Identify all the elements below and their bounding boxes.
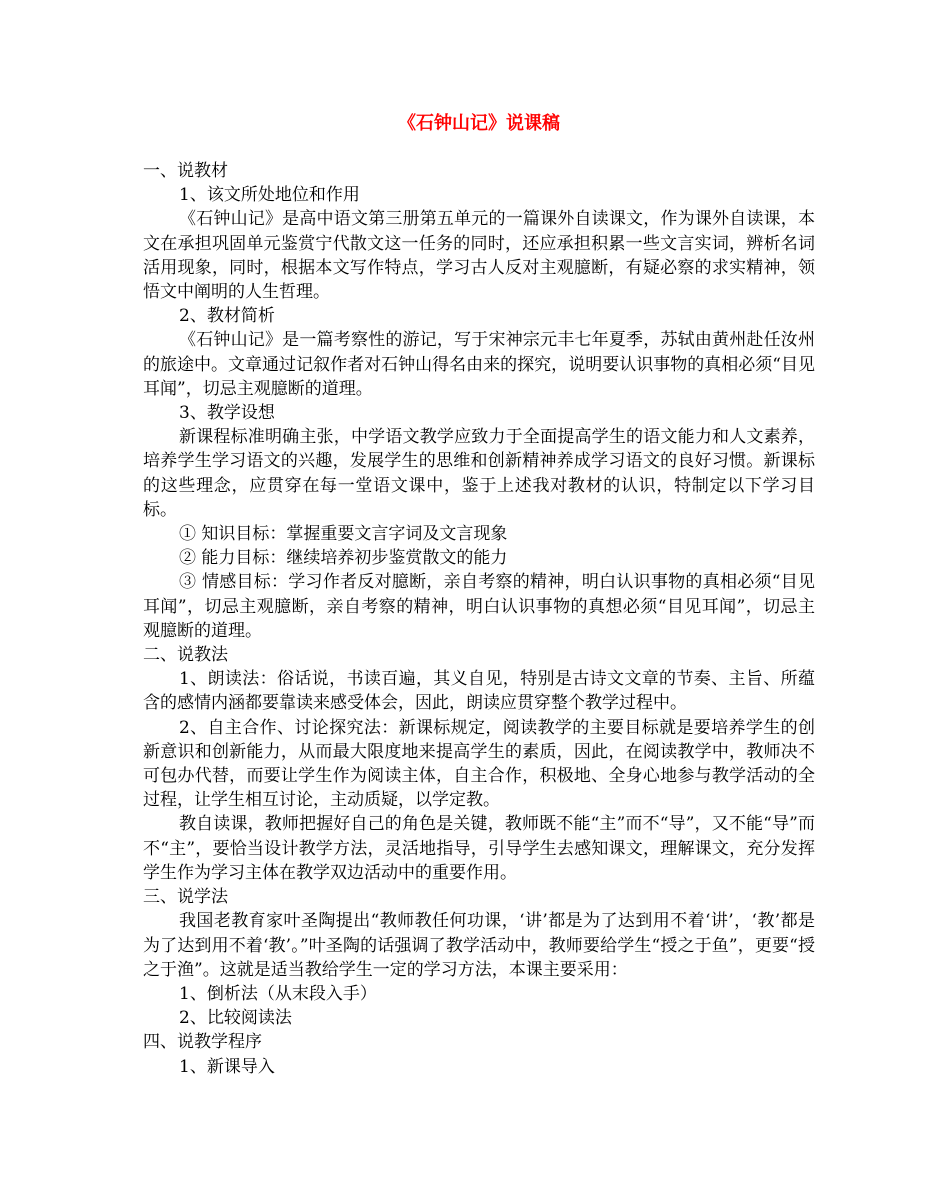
section-heading: 一、说教材 xyxy=(143,161,228,181)
section-heading: 四、说教学程序 xyxy=(143,1032,262,1053)
subsection-heading: 2、教材简析 xyxy=(179,306,275,327)
document-page xyxy=(143,111,815,1079)
goal-item: ② 能力目标：继续培养初步鉴赏散文的能力 xyxy=(179,548,508,569)
paragraph: 《石钟山记》是高中语文第三册第五单元的一篇课外自读课文，作为课外自读课，本文在承担巩固单元鉴赏宁代散文这一任务的同时，还应承担积累一些文言实词，辨析名词活用现象，同时，根据本文写作特点，学习古人反对主观臆断，有疑必察的求实精神，领悟文中阐明的人生哲理。 xyxy=(143,209,815,303)
method-item: 2、比较阅读法 xyxy=(179,1008,292,1029)
paragraph: 我国老教育家叶圣陶提出“教师教任何功课，‘讲’都是为了达到用不着‘讲’，‘教’都是为了达到用不着‘教’。”叶圣陶的话强调了教学活动中，教师要给学生“授之于鱼”，更要“授之于渔”。这就是适当教给学生一定的学习方法，本课主要采用： xyxy=(143,911,815,980)
paragraph: 教自读课，教师把握好自己的角色是关键，教师既不能“主”而不“导”，又不能“导”而不“主”，要恰当设计教学方法，灵活地指导，引导学生去感知课文，理解课文，充分发挥学生作为学习主体在教学双边活动中的重要作用。 xyxy=(143,814,815,883)
paragraph: 2、自主合作、讨论探究法：新课标规定，阅读教学的主要目标就是要培养学生的创新意识和创新能力，从而最大限度地来提高学生的素质，因此，在阅读教学中，教师决不可包办代替，而要让学生作为阅读主体，自主合作，积极地、全身心地参与教学活动的全过程，让学生相互讨论，主动质疑，以学定教。 xyxy=(143,717,815,811)
paragraph: 《石钟山记》是一篇考察性的游记，写于宋神宗元丰七年夏季，苏轼由黄州赴任汝州的旅途中。文章通过记叙作者对石钟山得名由来的探究，说明要认识事物的真相必须“目见耳闻”，切忌主观臆断的道理。 xyxy=(143,330,815,399)
paragraph: 新课程标准明确主张，中学语文教学应致力于全面提高学生的语文能力和人文素养，培养学生学习语文的兴趣，发展学生的思维和创新精神养成学习语文的良好习惯。新课标的这些理念，应贯穿在每一堂语文课中，鉴于上述我对教材的认识，特制定以下学习目标。 xyxy=(143,427,815,520)
paragraph: 1、朗读法：俗话说，书读百遍，其义自见，特别是古诗文文章的节奏、主旨、所蕴含的感情内涵都要靠读来感受体会，因此，朗读应贯穿整个教学过程中。 xyxy=(143,669,815,714)
subsection-heading: 1、该文所处地位和作用 xyxy=(179,185,360,206)
subsection-heading: 1、新课导入 xyxy=(179,1056,275,1077)
section-heading: 二、说教法 xyxy=(143,645,228,666)
subsection-heading: 3、教学设想 xyxy=(179,403,275,424)
section-heading: 三、说学法 xyxy=(143,887,228,908)
goal-item: ③ 情感目标：学习作者反对臆断，亲自考察的精神，明白认识事物的真相必须“目见耳闻”，切忌主观臆断，亲自考察的精神，明白认识事物的真想必须“目见耳闻”，切忌主观臆断的道理。 xyxy=(143,572,815,641)
document-title: 《石钟山记》说课稿 xyxy=(398,113,560,134)
goal-item: ① 知识目标：掌握重要文言字词及文言现象 xyxy=(179,524,508,545)
method-item: 1、倒析法（从末段入手） xyxy=(179,983,377,1004)
